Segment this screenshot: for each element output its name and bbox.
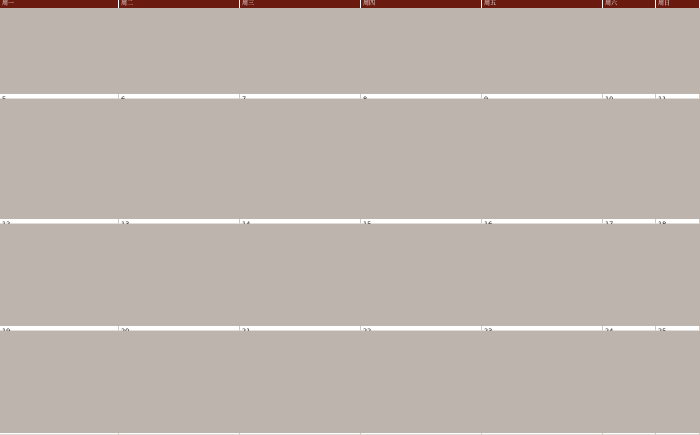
week-separator bbox=[656, 99, 700, 219]
week-separator bbox=[482, 8, 603, 94]
week-separator bbox=[603, 331, 656, 433]
week-separator bbox=[603, 8, 656, 94]
weekday-header: 周二 bbox=[119, 0, 240, 8]
week-separator bbox=[240, 224, 361, 326]
week-separator bbox=[361, 224, 482, 326]
week-separator bbox=[482, 99, 603, 219]
week-separator bbox=[240, 8, 361, 94]
week-separator bbox=[119, 331, 240, 433]
week-separator bbox=[0, 224, 119, 326]
week-separator bbox=[361, 99, 482, 219]
week-separator bbox=[119, 99, 240, 219]
week-separator bbox=[603, 224, 656, 326]
week-separator bbox=[603, 99, 656, 219]
week-separator bbox=[656, 331, 700, 433]
weekday-header: 周六 bbox=[603, 0, 656, 8]
week-separator bbox=[482, 331, 603, 433]
week-separator bbox=[361, 8, 482, 94]
weekday-header: 周五 bbox=[482, 0, 603, 8]
week-separator bbox=[240, 331, 361, 433]
weekday-header: 周日 bbox=[656, 0, 700, 8]
week-separator bbox=[482, 224, 603, 326]
week-separator bbox=[656, 8, 700, 94]
week-separator bbox=[119, 224, 240, 326]
week-separator bbox=[361, 331, 482, 433]
week-separator bbox=[0, 331, 119, 433]
week-separator bbox=[0, 99, 119, 219]
week-separator bbox=[0, 8, 119, 94]
week-separator bbox=[119, 8, 240, 94]
week-separator bbox=[656, 224, 700, 326]
weekday-header: 周三 bbox=[240, 0, 361, 8]
weekday-header: 周一 bbox=[0, 0, 119, 8]
week-separator bbox=[240, 99, 361, 219]
weekday-header: 周四 bbox=[361, 0, 482, 8]
